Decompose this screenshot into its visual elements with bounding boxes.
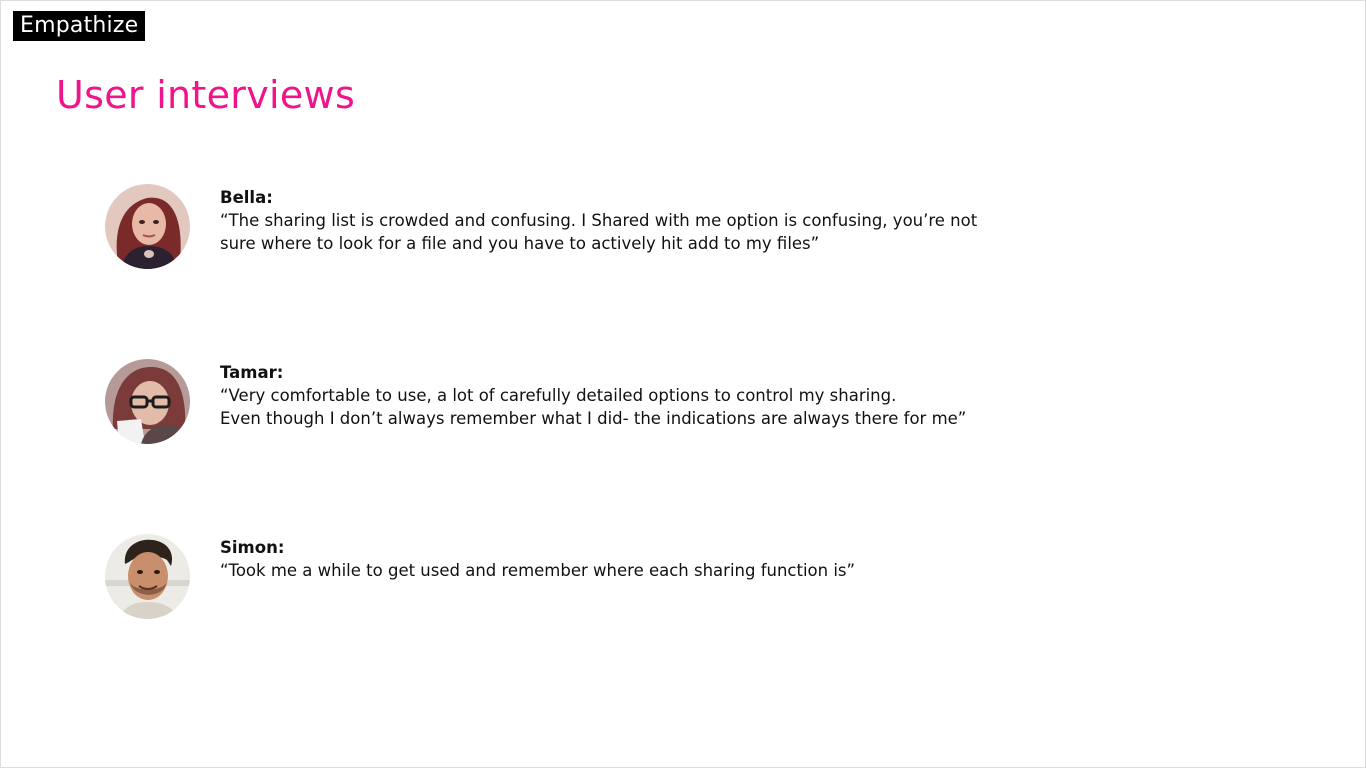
avatar-bella — [105, 184, 190, 269]
interviewee-name: Bella: — [220, 188, 273, 207]
avatar-simon — [105, 534, 190, 619]
interview-simon — [105, 534, 1065, 620]
interview-text — [220, 361, 1050, 430]
page-title: User interviews — [56, 73, 356, 117]
interview-quote: “Took me a while to get used and remember where each sharing function is” — [220, 561, 856, 580]
interview-tamar — [105, 359, 1065, 445]
avatar-photo-icon — [105, 534, 190, 619]
interviewee-name: Tamar: — [220, 363, 284, 382]
section-tag: Empathize — [13, 11, 145, 41]
avatar-photo-icon — [105, 184, 190, 269]
interview-quote: “Very comfortable to use, a lot of carefully detailed options to control my sharing. Even though I don’t always remember what I did- the indications are always there for me” — [220, 386, 967, 428]
interviewee-name: Simon: — [220, 538, 285, 557]
interview-text — [220, 536, 1050, 582]
avatar-tamar — [105, 359, 190, 444]
interview-quote: “The sharing list is crowded and confusing. I Shared with me option is confusing, you’re not sure where to look for a file and you have to actively hit add to my files” — [220, 211, 978, 253]
interview-text — [220, 186, 1050, 255]
avatar-photo-icon — [105, 359, 190, 444]
interview-bella — [105, 184, 1065, 270]
